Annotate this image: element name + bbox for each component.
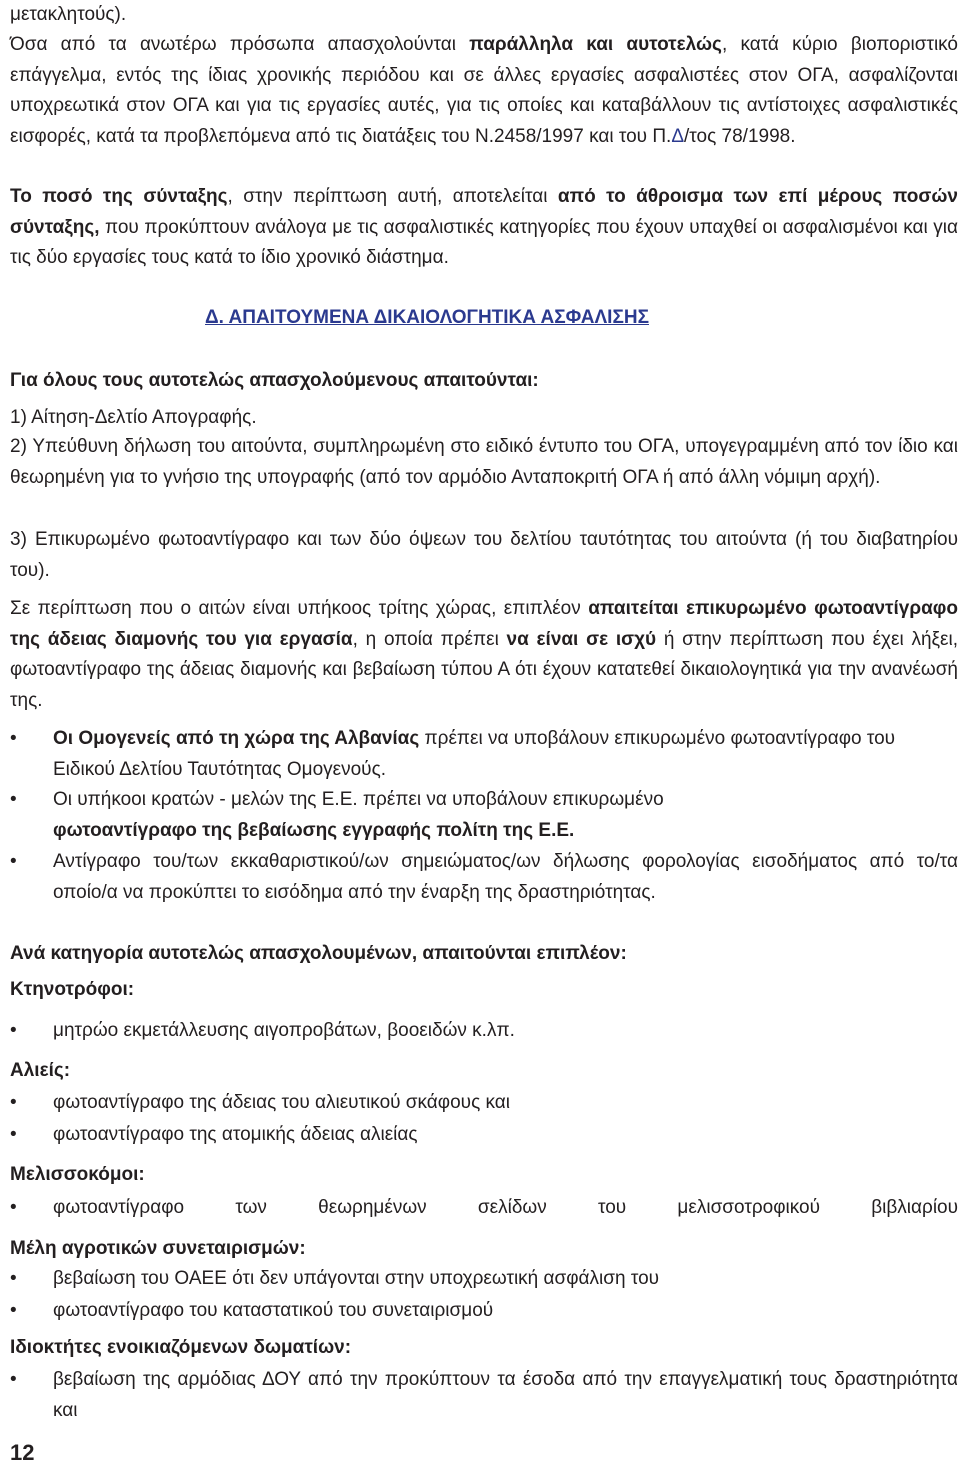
bullet-icon: • — [10, 1197, 17, 1218]
category-title-beekeepers: Μελισσοκόμοι: — [10, 1164, 145, 1185]
bullet-icon: • — [10, 1268, 17, 1289]
requirement-3: 3) Επικυρωμένο φωτοαντίγραφο και των δύο όψεων του δελτίου ταυτότητας του αιτούντα (ή του διαβατηρίου του). — [10, 529, 958, 581]
section-heading: Δ. ΑΠΑΙΤΟΥΜΕΝΑ ΔΙΚΑΙΟΛΟΓΗΤΙΚΑ ΑΣΦΑΛΙΣΗΣ — [205, 307, 649, 328]
requirement-1: 1) Αίτηση-Δελτίο Απογραφής. — [10, 407, 257, 428]
bullet-icon: • — [10, 851, 17, 872]
bullet-icon: • — [10, 789, 17, 810]
category-title-room-owners: Ιδιοκτήτες ενοικιαζόμενων δωματίων: — [10, 1337, 352, 1358]
bullet-icon: • — [10, 728, 17, 749]
requirement-2: 2) Υπεύθυνη δήλωση του αιτούντα, συμπληρωμένη στο ειδικό έντυπο του ΟΓΑ, υπογεγραμμένη από τον ίδιο και θεωρημένη για το γνήσιο της υπογραφής (από τον αρμόδιο Ανταποκριτή ΟΓΑ ή από άλλη νόμιμη αρχή). — [10, 436, 958, 488]
category-heading: Ανά κατηγορία αυτοτελώς απασχολουμένων, απαιτούνται επιπλέον: — [10, 943, 627, 964]
bullet-icon: • — [10, 1369, 17, 1390]
category-title-cooperatives: Μέλη αγροτικών συνεταιρισμών: — [10, 1238, 306, 1259]
bullet-icon: • — [10, 1092, 17, 1113]
third-country-paragraph: Σε περίπτωση που ο αιτών είναι υπήκοος τρίτης χώρας, επιπλέον απαιτείται επικυρωμένο φωτοαντίγραφο της άδειας διαμονής του για εργασία, η οποία πρέπει να είναι σε ισχύ ή στην περίπτωση που έχει λήξει, φωτοαντίγραφο της άδειας διαμονής και βεβαίωση τύπου Α ότι έχουν κατατεθεί δικαιολογητικά για την ανανέωσή της. — [10, 598, 958, 711]
page-number: 12 — [10, 1440, 35, 1465]
category-title-livestock: Κτηνοτρόφοι: — [10, 979, 135, 1000]
parallel-employment-paragraph: Όσα από τα ανωτέρω πρόσωπα απασχολούνται παράλληλα και αυτοτελώς, κατά κύριο βιοποριστικό επάγγελμα, εντός της ίδιας χρονικής περιόδου και σε άλλες εργασίες ασφαλιστέες στον ΟΓΑ, ασφαλίζονται υποχρεωτικά στον ΟΓΑ και για τις εργασίες αυτές, για τις οποίες και καταβάλλουν τις αντίστοιχες ασφαλιστικές εισφορές, κατά τα προβλεπόμενα από τις διατάξεις του Ν.2458/1997 και του Π.Δ/τος 78/1998. — [10, 34, 959, 147]
bullet-icon: • — [10, 1020, 17, 1041]
document-page: μετακλητούς). Όσα από τα ανωτέρω πρόσωπα απασχολούνται παράλληλα και αυτοτελώς, κατά κύριο βιοποριστικό επάγγελμα, εντός της ίδιας χρονικής περιόδου και σε άλλες εργασίες ασφαλιστέες στον ΟΓΑ, ασφαλίζονται υποχρεωτικά στον ΟΓΑ και για τις εργασίες αυτές, για τις οποίες και καταβάλλουν τις αντίστοιχες ασφαλιστικές εισφορές, κατά τα προβλεπόμενα από τις διατάξεις του Ν.2458/1997 και του Π.Δ/τος 78/1998. Το ποσό της σύνταξης, στην περίπτωση αυτή, αποτελείται από το άθροισμα των επί μέρους ποσών σύνταξης, που προκύπτουν ανάλογα με τις ασφαλιστικές κατηγορίες που έχουν υπαχθεί οι ασφαλισμένοι και για τις δύο εργασίες τους κατά το ίδιο χρονικό διάστημα. Δ. ΑΠΑΙΤΟΥΜΕΝΑ ΔΙΚΑΙΟΛΟΓΗΤΙΚΑ ΑΣΦΑΛΙΣΗΣ Για όλους τους αυτοτελώς απασχολούμενους απαιτούνται: 1) Αίτηση-Δελτίο Απογραφής. 2) Υπεύθυνη δήλωση του αιτούντα, συμπληρωμένη στο ειδικό έντυπο του ΟΓΑ, υπογεγραμμένη από τον ίδιο και θεωρημένη για το γνήσιο της υπογραφής (από τον αρμόδιο Ανταποκριτή ΟΓΑ ή από άλλη νόμιμη αρχή). 3) Επικυρωμένο φωτοαντίγραφο και των δύο όψεων του δελτίου ταυτότητας του αιτούντα (ή του διαβατηρίου του). Σε περίπτωση που ο αιτών είναι υπήκοος τρίτης χώρας, επιπλέον απαιτείται επικυρωμένο φωτοαντίγραφο της άδειας διαμονής του για εργασία, η οποία πρέπει να είναι σε ισχύ ή στην περίπτωση που έχει λήξει, φωτοαντίγραφο της άδειας διαμονής και βεβαίωση τύπου Α ότι έχουν κατατεθεί δικαιολογητικά για την ανανέωσή της. • Οι Ομογενείς από τη χώρα της Αλβανίας πρέπει να υποβάλουν επικυρωμένο φωτοαντίγραφο του Ειδικού Δελτίου Ταυτότητας Ομογενούς. • Οι υπήκοοι κρατών - μελών της Ε.Ε. πρέπει να υποβάλουν επικυρωμένο φωτοαντίγραφο της βεβαίωσης εγγραφής πολίτη της Ε.Ε. • Αντίγραφο του/των εκκαθαριστικού/ων σημειώματος/ων δήλωσης φορολογίας εισοδήματος από το/τα οποίο/α να προκύπτει το εισόδημα από την έναρξη της δραστηριότητας. Ανά κατηγορία αυτοτελώς απασχολουμένων, απαιτούνται επιπλέον: Κτηνοτρόφοι: • μητρώο εκμετάλλευσης αιγοπροβάτων, βοοειδών κ.λπ. Αλιείς: • φωτοαντίγραφο της άδειας του αλιευτικού σκάφους και • φωτοαντίγραφο της ατομικής άδειας αλιείας Μελισσοκόμοι: • φωτοαντίγραφο των θεωρημένων σελίδων του μελισσοτροφικού βιβλιαρίου Μέλη αγροτικών συνεταιρισμών: • βεβαίωση του ΟΑΕΕ ότι δεν υπάγονται στην υποχρεωτική ασφάλιση του • φωτοαντίγραφο του καταστατικού του συνεταιρισμού Ιδιοκτήτες ενοικιαζόμενων δωματίων: • βεβαίωση της αρμόδιας ΔΟΥ από την προκύπτουν τα έσοδα από την επαγγελματική τους δραστηριότητα και 12 — [0, 0, 960, 1467]
pension-amount-paragraph: Το ποσό της σύνταξης, στην περίπτωση αυτή, αποτελείται από το άθροισμα των επί μέρους ποσών σύνταξης, που προκύπτουν ανάλογα με τις ασφαλιστικές κατηγορίες που έχουν υπαχθεί οι ασφαλισμένοι και για τις δύο εργασίες τους κατά το ίδιο χρονικό διάστημα. — [10, 186, 958, 268]
bullet-icon: • — [10, 1300, 17, 1321]
bullet-icon: • — [10, 1124, 17, 1145]
category-title-fishermen: Αλιείς: — [10, 1060, 71, 1081]
all-required-heading: Για όλους τους αυτοτελώς απασχολούμενους απαιτούνται: — [10, 370, 539, 391]
top-fragment: μετακλητούς). — [10, 4, 127, 25]
